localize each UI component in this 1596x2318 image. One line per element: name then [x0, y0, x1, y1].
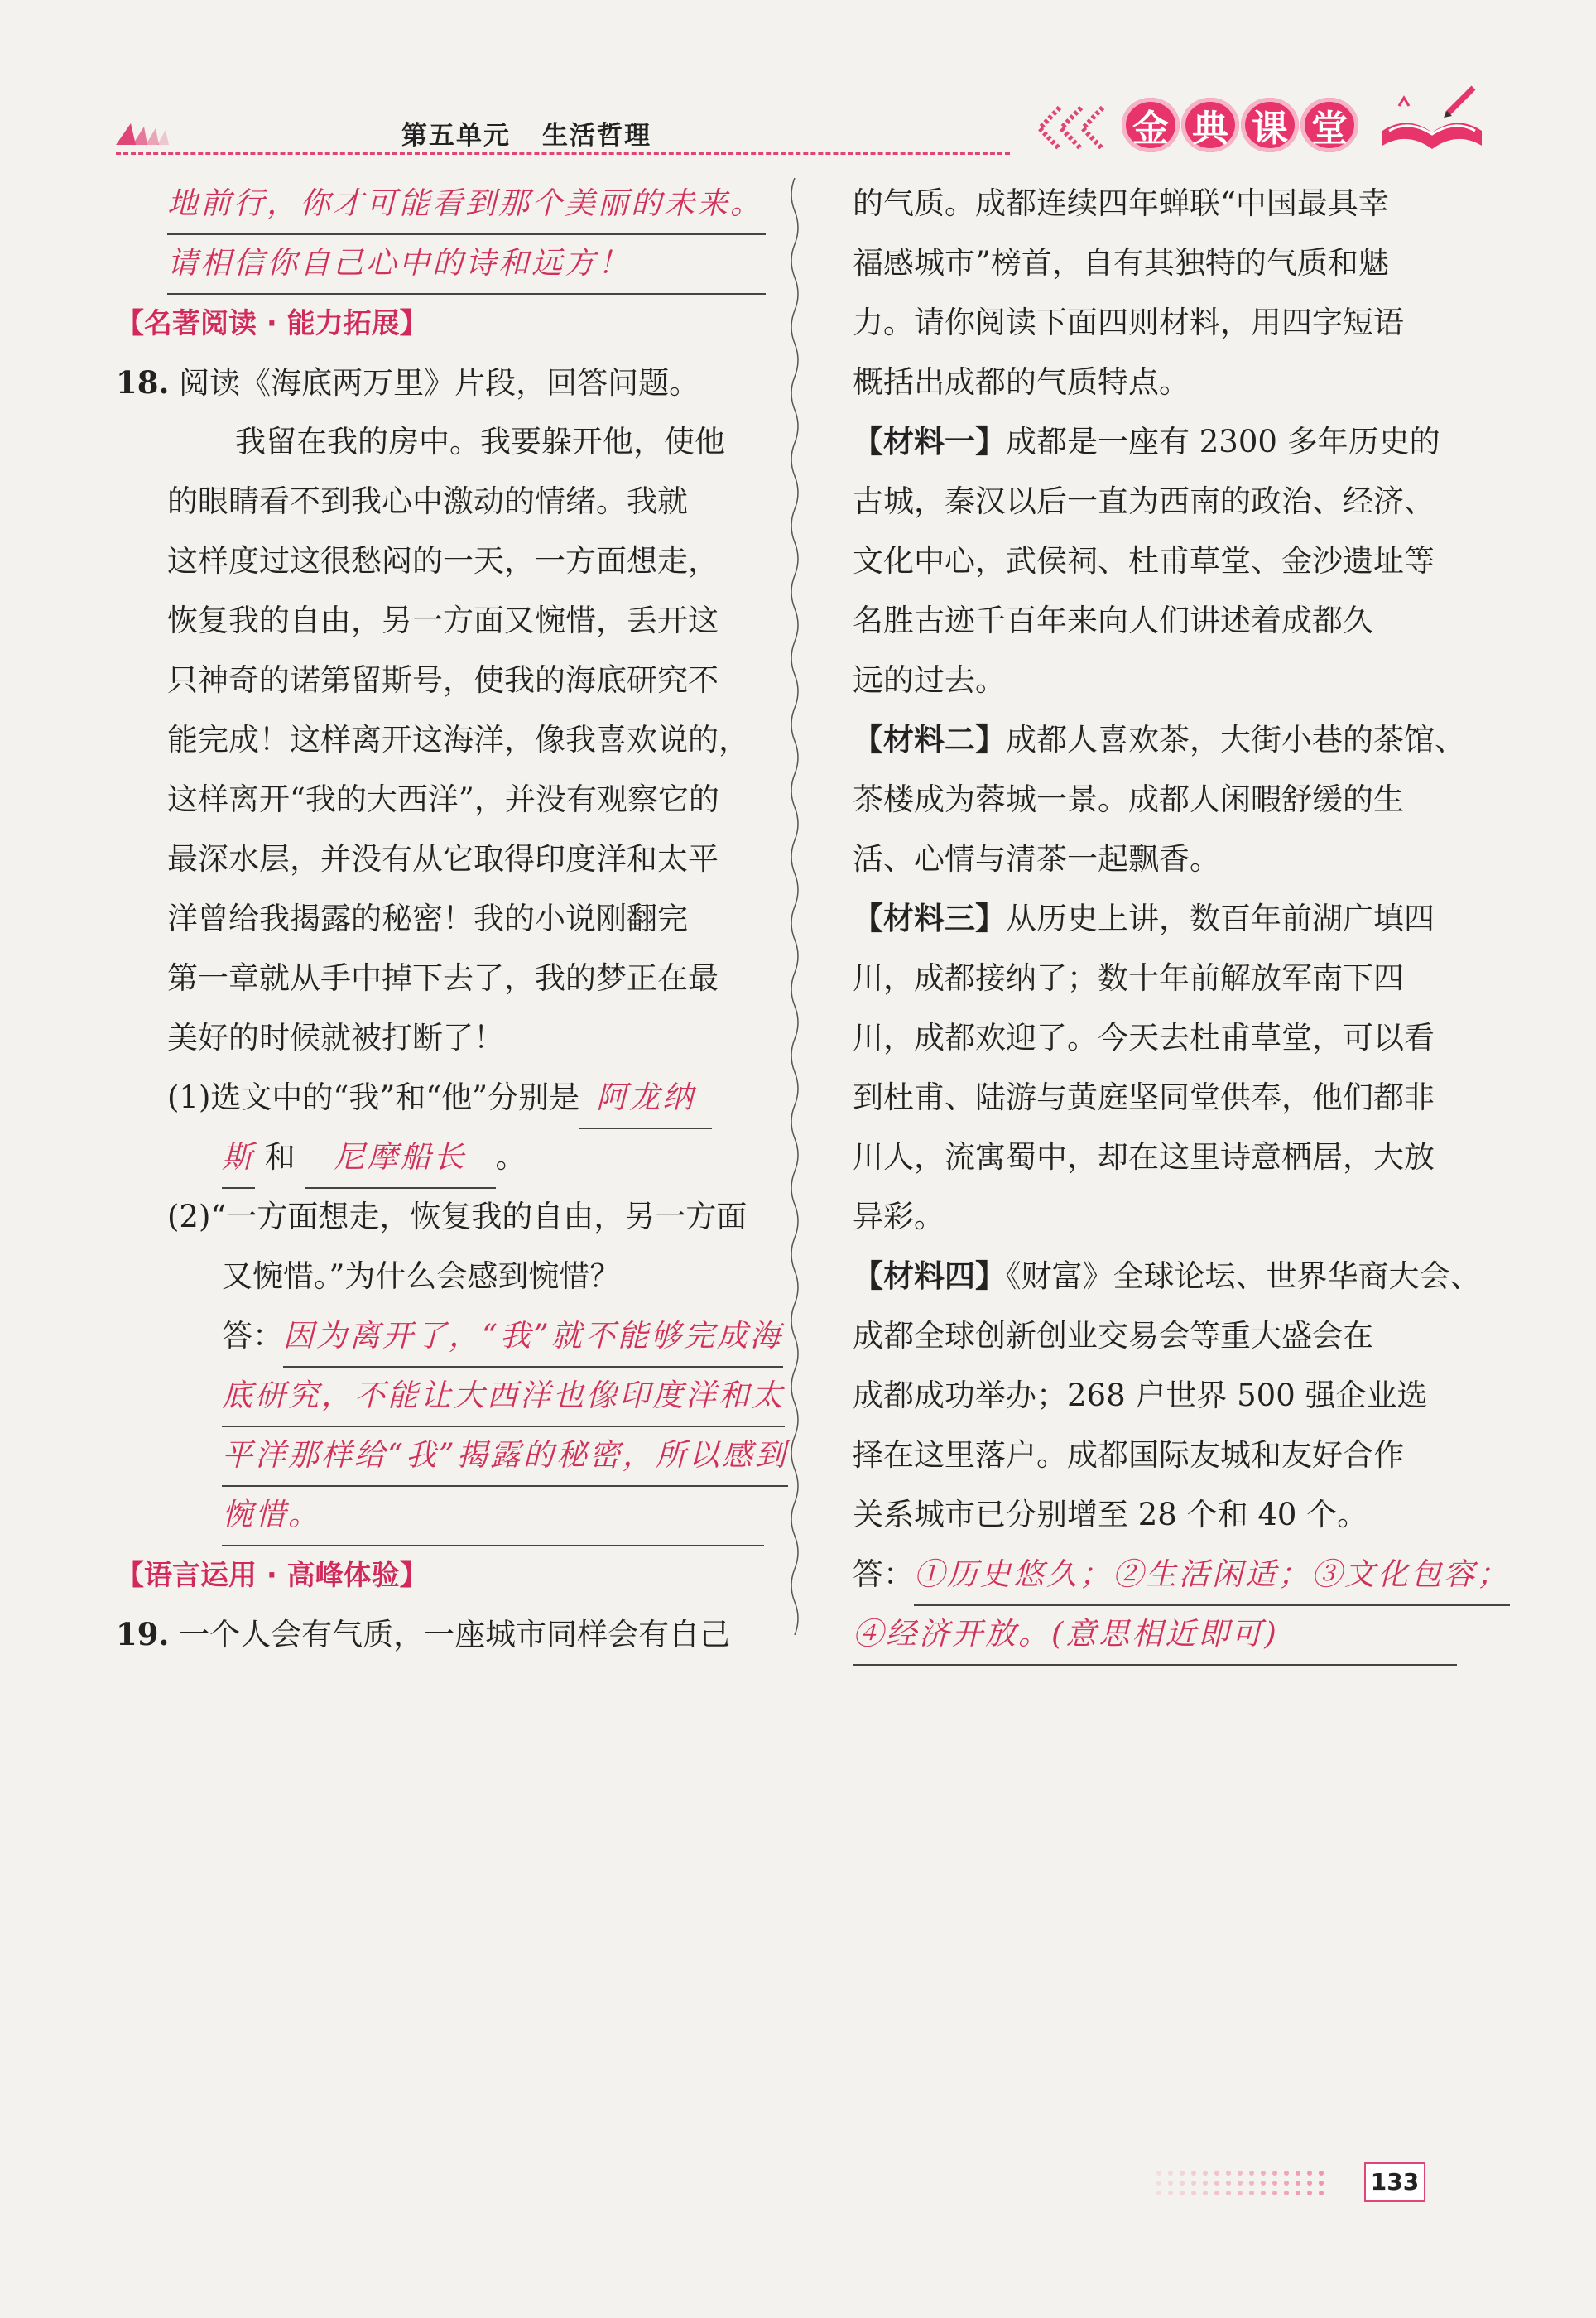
subquestion-2: (2)“一方面想走，恢复我的自由，另一方面	[167, 1199, 748, 1234]
material-text: 川，成都欢迎了。今天去杜甫草堂，可以看	[853, 1020, 1435, 1056]
triangle-ornament-icon	[116, 120, 174, 145]
handwritten-answer-line: 请相信你自己心中的诗和远方！	[167, 233, 766, 295]
question-text: 一个人会有气质，一座城市同样会有自己	[179, 1617, 731, 1652]
brand-char: 课	[1241, 98, 1299, 152]
question-number: 19.	[116, 1616, 170, 1652]
material-text: 成都全球创新创业交易会等重大盛会在	[853, 1318, 1373, 1354]
material-text: 名胜古迹千百年来向人们讲述着成都久	[853, 603, 1373, 638]
right-column	[853, 174, 1510, 1664]
passage-line: 只神奇的诺第留斯号，使我的海底研究不	[167, 662, 719, 698]
section-heading-language: 【语言运用 · 高峰体验】	[116, 1559, 428, 1592]
handwritten-answer-line: 地前行，你才可能看到那个美丽的未来。	[167, 174, 766, 235]
material-text: 关系城市已分别增至 28 个和 40 个。	[853, 1497, 1368, 1532]
question-text: 阅读《海底两万里》片段，回答问题。	[179, 365, 700, 401]
brand-char: 金	[1122, 98, 1180, 152]
material-text: 川，成都接纳了；数十年前解放军南下四	[853, 960, 1404, 996]
question-text: 福感城市”榜首，自有其独特的气质和魅	[853, 245, 1389, 281]
topic-label: 生活哲理	[542, 121, 651, 151]
handwritten-answer-line: 底研究，不能让大西洋也像印度洋和太	[222, 1366, 785, 1427]
material-text: 成都人喜欢茶，大街小巷的茶馆、	[1006, 722, 1465, 757]
passage-line: 能完成！这样离开这海洋，像我喜欢说的，	[167, 722, 749, 757]
material-label: 【材料三】	[853, 901, 1006, 936]
passage-line: 美好的时候就被打断了！	[167, 1020, 504, 1056]
handwritten-answer-line: ④经济开放。(意思相近即可)	[853, 1604, 1457, 1666]
handwritten-answer-line: 因为离开了，“我”就不能够完成海	[283, 1306, 783, 1368]
brand-char: 典	[1181, 98, 1239, 152]
passage-line: 我留在我的房中。我要躲开他，使他	[235, 424, 725, 459]
material-text: 茶楼成为蓉城一景。成都人闲暇舒缓的生	[853, 781, 1404, 817]
material-label: 【材料四】	[853, 1258, 1006, 1294]
period: 。	[495, 1139, 526, 1175]
material-text: 成都是一座有 2300 多年历史的	[1006, 424, 1440, 459]
material-text: 远的过去。	[853, 662, 1006, 698]
passage-line: 第一章就从手中掉下去了，我的梦正在最	[167, 960, 719, 996]
answer-blank-1-cont[interactable]: 斯	[222, 1128, 255, 1189]
section-heading-classics: 【名著阅读 · 能力拓展】	[116, 307, 428, 340]
dot-pattern-ornament	[1151, 2165, 1333, 2198]
answer-blank-1[interactable]: 阿龙纳	[579, 1068, 712, 1129]
material-text: 成都成功举办；268 户世界 500 强企业选	[853, 1378, 1428, 1413]
answer-label: 答：	[222, 1318, 283, 1354]
chevron-left-icon	[1035, 104, 1109, 152]
passage-line: 洋曾给我揭露的秘密！我的小说刚翻完	[167, 901, 688, 936]
question-text: 概括出成都的气质特点。	[853, 364, 1190, 400]
material-text: 《财富》全球论坛、世界华商大会、	[1006, 1258, 1481, 1294]
subquestion-1: (1)选文中的“我”和“他”分别是	[167, 1080, 580, 1115]
passage-line: 这样离开“我的大西洋”，并没有观察它的	[167, 781, 719, 817]
column-divider	[786, 178, 803, 1635]
left-column	[116, 174, 788, 1664]
brand-logo	[1122, 98, 1358, 152]
material-text: 择在这里落户。成都国际友城和友好合作	[853, 1437, 1404, 1473]
handwritten-answer-line: 惋惜。	[222, 1485, 764, 1546]
page-header-title	[401, 114, 683, 151]
answer-blank-2[interactable]: 尼摩船长	[305, 1128, 496, 1189]
question-text: 力。请你阅读下面四则材料，用四字短语	[853, 305, 1404, 340]
material-text: 活、心情与清茶一起飘香。	[853, 841, 1220, 877]
material-text: 异彩。	[853, 1199, 945, 1234]
question-number: 18.	[116, 364, 170, 401]
material-label: 【材料二】	[853, 722, 1006, 757]
material-text: 到杜甫、陆游与黄庭坚同堂供奉，他们都非	[853, 1080, 1435, 1115]
material-label: 【材料一】	[853, 424, 1006, 459]
page-number: 133	[1364, 2162, 1425, 2202]
answer-label: 答：	[853, 1556, 914, 1592]
material-text: 文化中心，武侯祠、杜甫草堂、金沙遗址等	[853, 543, 1435, 579]
passage-line: 的眼睛看不到我心中激动的情绪。我就	[167, 483, 688, 519]
question-text: 的气质。成都连续四年蝉联“中国最具幸	[853, 185, 1389, 221]
passage-line: 最深水层，并没有从它取得印度洋和太平	[167, 841, 719, 877]
passage-line: 这样度过这很愁闷的一天，一方面想走，	[167, 543, 719, 579]
material-text: 从历史上讲，数百年前湖广填四	[1006, 901, 1435, 936]
conjunction: 和	[264, 1139, 296, 1175]
material-text: 古城，秦汉以后一直为西南的政治、经济、	[853, 483, 1435, 519]
unit-label: 第五单元	[401, 121, 511, 151]
brand-char: 堂	[1300, 98, 1358, 152]
subquestion-2-cont: 又惋惜。”为什么会感到惋惜？	[222, 1258, 621, 1294]
header-dashed-rule	[116, 152, 1010, 155]
handwritten-answer-line: 平洋那样给“我”揭露的秘密，所以感到	[222, 1426, 788, 1487]
passage-line: 恢复我的自由，另一方面又惋惜，丢开这	[167, 603, 719, 638]
open-book-pencil-icon	[1374, 81, 1490, 156]
handwritten-answer-line: ①历史悠久；②生活闲适；③文化包容；	[914, 1545, 1510, 1606]
material-text: 川人，流寓蜀中，却在这里诗意栖居，大放	[853, 1139, 1435, 1175]
